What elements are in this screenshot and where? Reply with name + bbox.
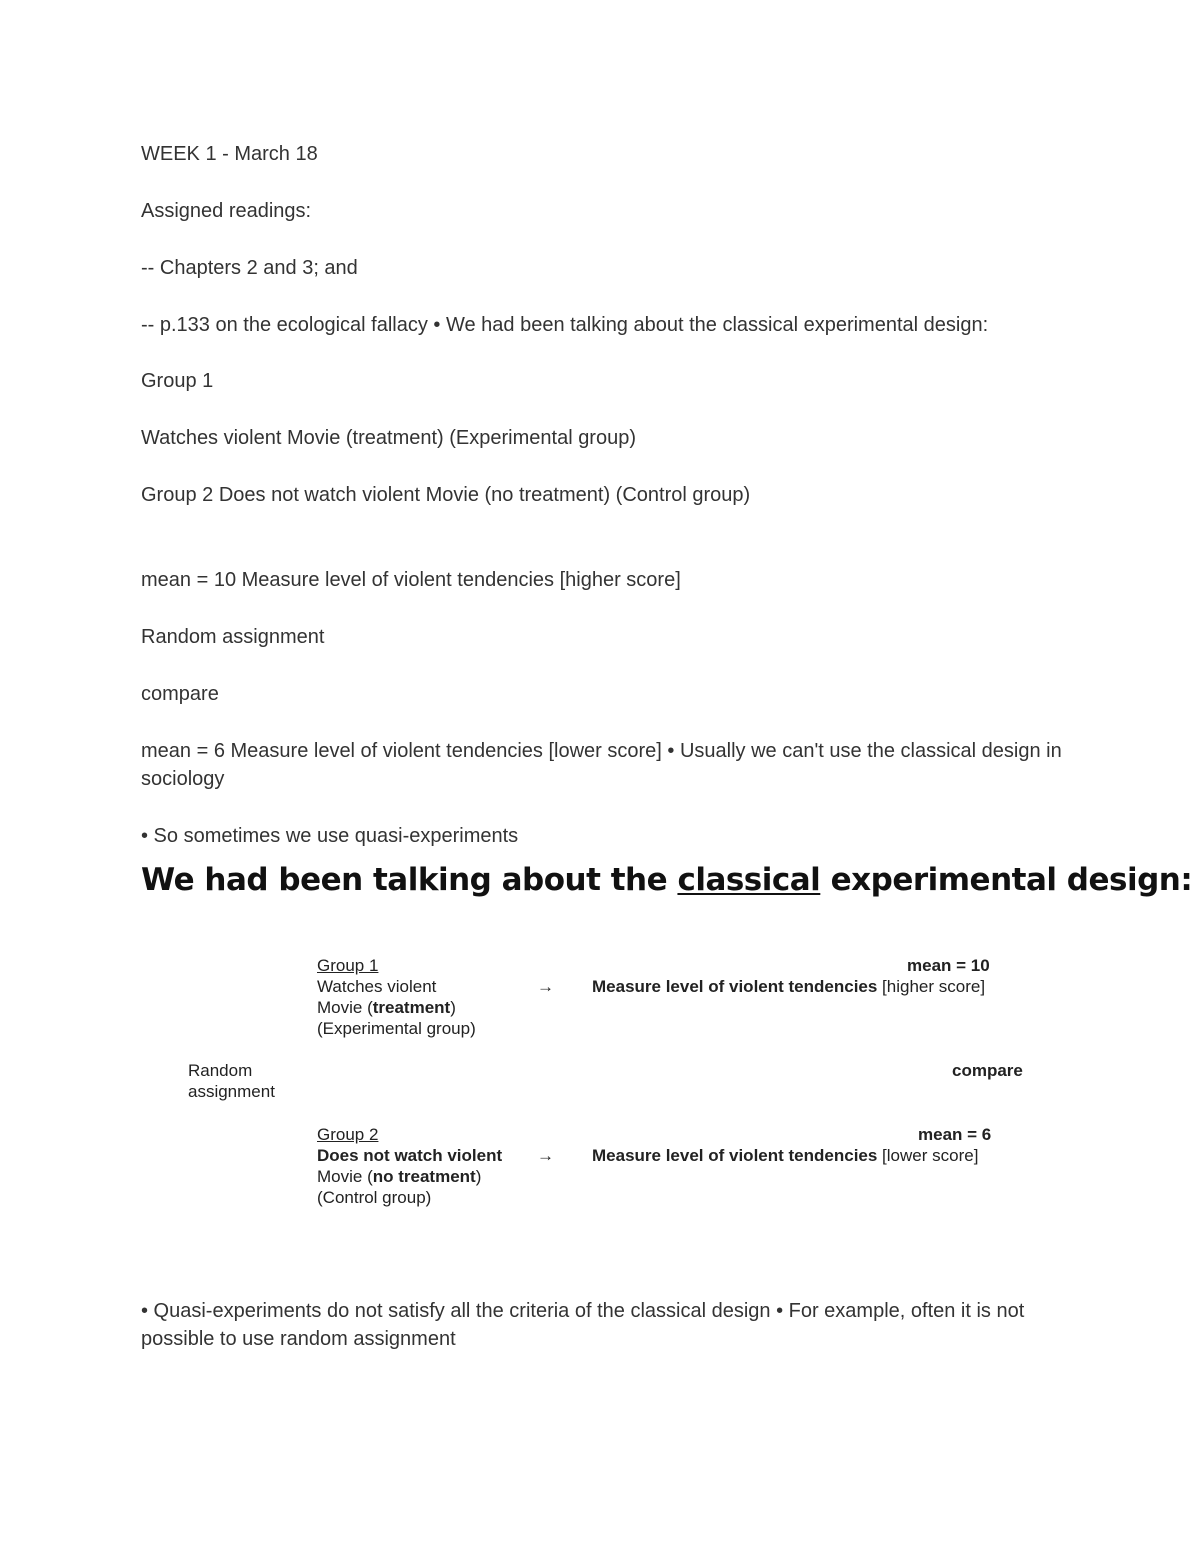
group1-label: Group 1 (141, 370, 214, 392)
mean10-line: mean = 10 Measure level of violent tendencies [higher score] (141, 569, 681, 591)
slide-assignment-word: assignment (188, 1082, 275, 1101)
random-assignment-line: Random assignment (141, 626, 325, 648)
assigned-readings-label: Assigned readings: (141, 200, 312, 222)
slide-group1-label: Group 1 (317, 956, 379, 975)
slide-group2-line3: (Control group) (317, 1188, 432, 1207)
mean6-line: mean = 6 Measure level of violent tendencies [lower score] • Usually we can't use the classical design in sociology (141, 740, 1062, 790)
slide-group1-line2: Movie (treatment) (317, 998, 456, 1017)
week-heading: WEEK 1 - March 18 (141, 143, 318, 165)
slide-compare: compare (952, 1061, 1023, 1080)
slide-group1-measure: Measure level of violent tendencies [higher score] (592, 977, 986, 996)
slide-title-emphasis: classical (677, 862, 821, 898)
reading-item-chapters: -- Chapters 2 and 3; and (141, 257, 358, 279)
slide-group2-label: Group 2 (317, 1125, 379, 1144)
slide-group2-line2: Movie (no treatment) (317, 1167, 482, 1186)
slide-group2-line1: Does not watch violent (317, 1146, 503, 1165)
group2-description: Group 2 Does not watch violent Movie (no treatment) (Control group) (141, 484, 751, 506)
slide-title: We had been talking about the classical experimental design: (141, 862, 1193, 898)
reading-item-page: -- p.133 on the ecological fallacy • We had been talking about the classical experimental design: (141, 314, 989, 336)
arrow-icon: → (537, 1146, 554, 1165)
arrow-icon: → (537, 977, 554, 996)
slide-group1-mean: mean = 10 (907, 956, 990, 975)
slide-random-word: Random (188, 1061, 253, 1080)
compare-line: compare (141, 683, 219, 705)
group1-description: Watches violent Movie (treatment) (Experimental group) (141, 427, 636, 449)
quasi-criteria-line: • Quasi-experiments do not satisfy all the criteria of the classical design • For example, often it is not possible to use random assignment (141, 1300, 1025, 1350)
slide-group1-line3: (Experimental group) (317, 1019, 476, 1038)
slide-group2-block (317, 1124, 502, 1208)
slide-group1-block (317, 955, 476, 1039)
quasi-experiments-line: • So sometimes we use quasi-experiments (141, 825, 519, 847)
slide-group2-mean: mean = 6 (918, 1125, 992, 1144)
slide-random-assignment (188, 1060, 275, 1102)
slide-group1-line1: Watches violent (317, 977, 437, 996)
slide-group2-measure: Measure level of violent tendencies [lower score] (592, 1146, 979, 1165)
